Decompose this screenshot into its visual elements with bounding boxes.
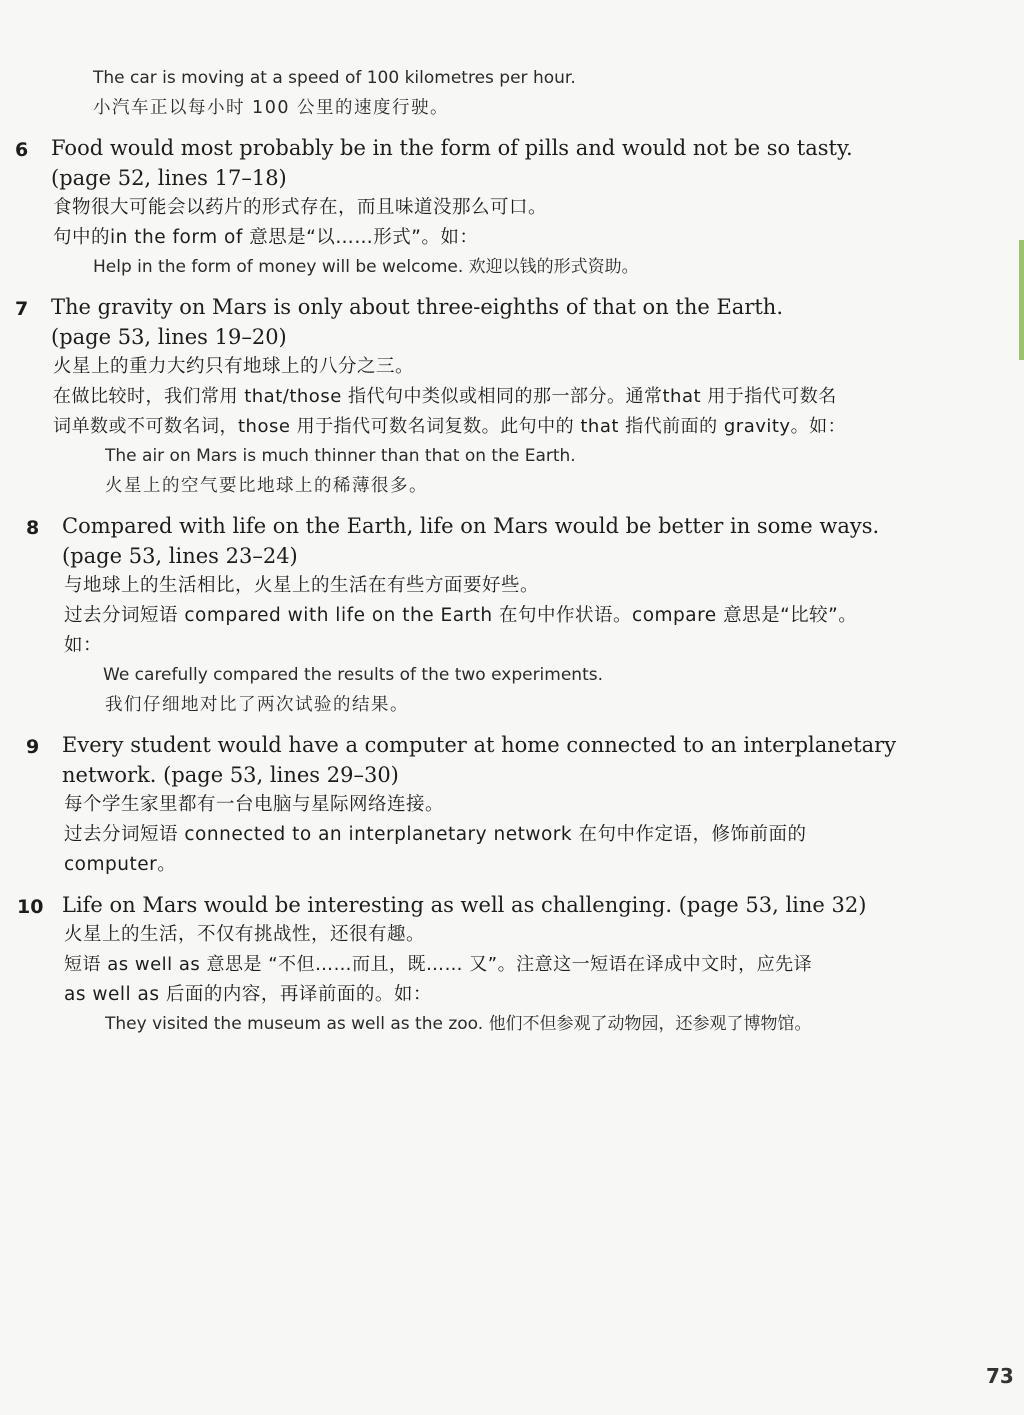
item-number: 7 [15,298,29,320]
item-number: 6 [15,139,29,161]
item-note: 词单数或不可数名词，those 用于指代可数名词复数。此句中的 that 指代前面的 gravity。如： [53,416,847,437]
item-sentence: Compared with life on the Earth, life on Mars would be better in some ways. [62,514,880,538]
item-translation: 每个学生家里都有一台电脑与星际网络连接。 [64,794,445,815]
intro-example-zh: 小汽车正以每小时 100 公里的速度行驶。 [93,98,450,118]
item-example: 我们仔细地对比了两次试验的结果。 [105,695,409,715]
item-number: 8 [26,517,40,539]
item-number: 10 [17,896,44,918]
item-note: 短语 as well as 意思是 “不但……而且，既…… 又”。注意这一短语在译成中文时，应先译 [64,954,813,975]
item-example: 火星上的空气要比地球上的稀薄很多。 [105,476,428,496]
item-sentence: Food would most probably be in the form of pills and would not be so tasty. [51,136,853,160]
item-example: We carefully compared the results of the two experiments. [103,665,603,685]
page-edge-tab [1019,240,1024,360]
item-note: as well as 后面的内容，再译前面的。如： [64,984,432,1005]
item-translation: 与地球上的生活相比，火星上的生活在有些方面要好些。 [64,575,540,596]
item-note: 如： [64,635,103,656]
item-note: 句中的in the form of 意思是“以……形式”。如： [53,227,479,248]
item-example: Help in the form of money will be welcome. 欢迎以钱的形式资助。 [93,257,639,277]
item-sentence: The gravity on Mars is only about three-eighths of that on the Earth. [51,295,783,319]
item-note: 过去分词短语 compared with life on the Earth 在句中作状语。compare 意思是“比较”。 [64,605,858,626]
item-reference: (page 53, lines 19–20) [51,325,287,349]
page-number: 73 [986,1364,1014,1388]
item-note: 在做比较时，我们常用 that/those 指代句中类似或相同的那一部分。通常that 用于指代可数名 [53,386,837,407]
item-sentence: Life on Mars would be interesting as well as challenging. (page 53, line 32) [62,893,867,917]
item-note: computer。 [64,854,177,875]
item-note: 过去分词短语 connected to an interplanetary network 在句中作定语，修饰前面的 [64,824,807,845]
item-number: 9 [26,736,40,758]
item-reference: network. (page 53, lines 29–30) [62,763,399,787]
item-translation: 火星上的生活，不仅有挑战性，还很有趣。 [64,924,426,945]
item-reference: (page 53, lines 23–24) [62,544,298,568]
item-example: They visited the museum as well as the zoo. 他们不但参观了动物园，还参观了博物馆。 [105,1014,812,1034]
item-translation: 食物很大可能会以药片的形式存在，而且味道没那么可口。 [53,197,548,218]
item-reference: (page 52, lines 17–18) [51,166,287,190]
item-example: The air on Mars is much thinner than that on the Earth. [105,446,576,466]
item-translation: 火星上的重力大约只有地球上的八分之三。 [53,356,415,377]
intro-example-en: The car is moving at a speed of 100 kilometres per hour. [93,68,576,88]
item-sentence: Every student would have a computer at home connected to an interplanetary [62,733,897,757]
